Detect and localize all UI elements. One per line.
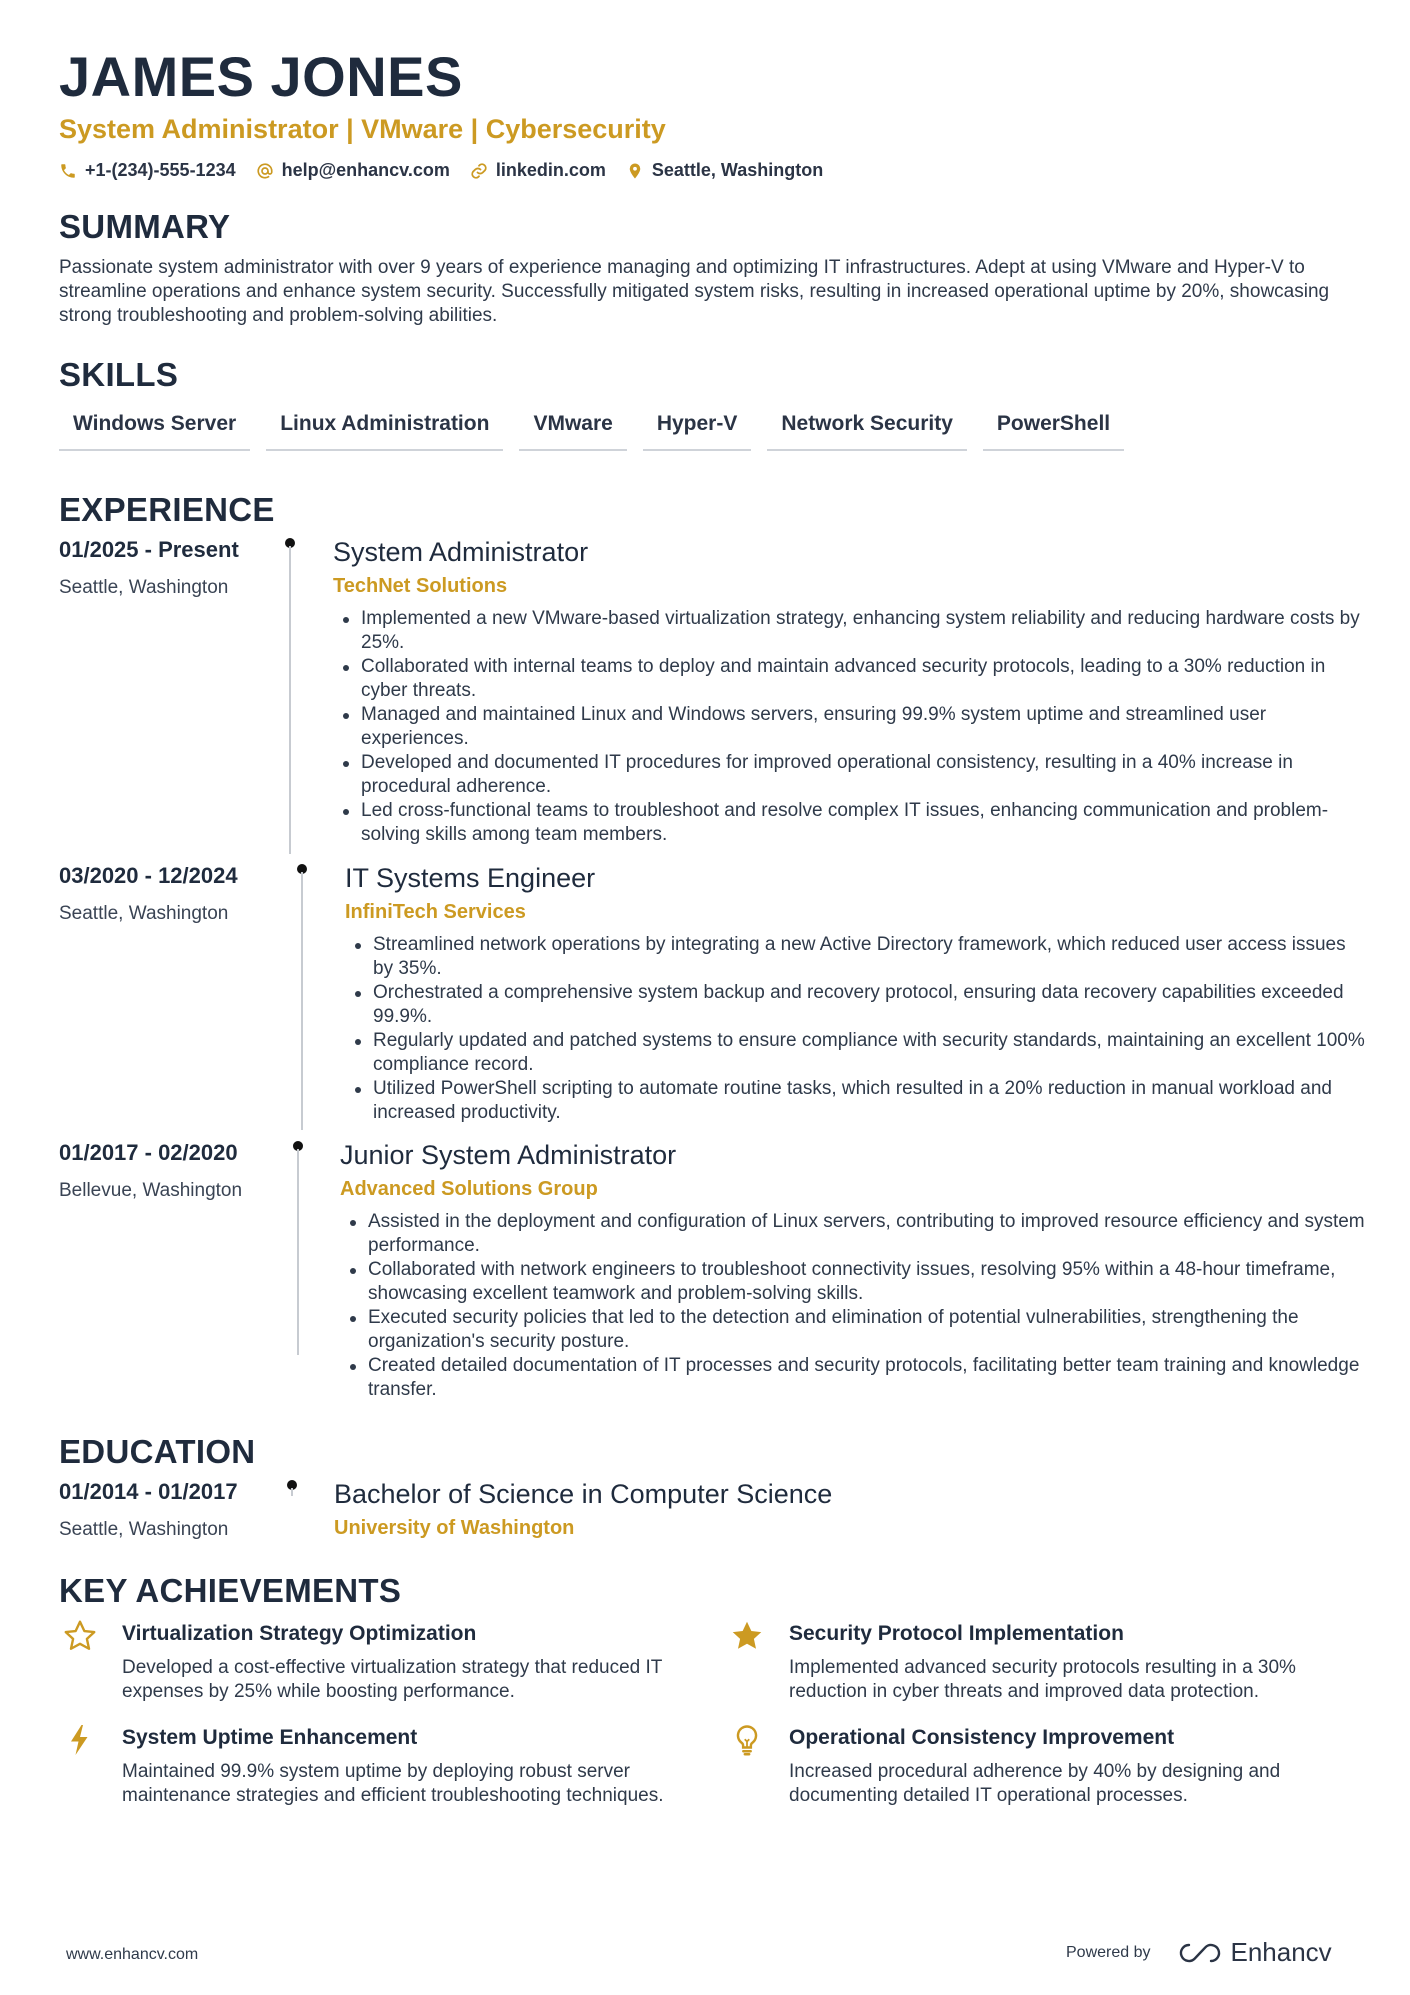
summary-text: Passionate system administrator with over 9 years of experience managing and optimizing IT infrastructures. Adept at using VMware and Hyper-V to streamline operations and enhance system security. Successfully mitigated system risks, resulting in increased operational uptime by 20%, showcasing strong troubleshooting and problem-solving abilities. xyxy=(59,257,1330,326)
star-outline-icon xyxy=(62,1618,98,1654)
skills-list xyxy=(59,407,1140,451)
bullet-item: Executed security policies that led to the detection and elimination of potential vulnerabilities, strengthening the organization's security posture. xyxy=(340,1306,1365,1354)
bullet-item: Collaborated with internal teams to deploy and maintain advanced security protocols, leading to a 30% reduction in cyber threats. xyxy=(333,655,1363,703)
experience-entry xyxy=(345,861,1365,1125)
bullet-item: Utilized PowerShell scripting to automate routine tasks, which resulted in a 20% reduction in manual workload and increased productivity. xyxy=(345,1077,1365,1125)
experience-entry xyxy=(340,1138,1365,1402)
link-icon xyxy=(470,162,488,180)
skill-tag: Network Security xyxy=(767,407,967,451)
bullet-item: Collaborated with network engineers to troubleshoot connectivity issues, resolving 95% within a 48-hour timeframe, showcasing excellent teamwork and problem-solving skills. xyxy=(340,1258,1365,1306)
bullet-item: Implemented a new VMware-based virtualization strategy, enhancing system reliability and reducing hardware costs by 25%. xyxy=(333,607,1363,655)
education-meta xyxy=(59,1478,289,1542)
achievement-desc: Maintained 99.9% system uptime by deploying robust server maintenance strategies and efficient troubleshooting techniques. xyxy=(122,1761,664,1806)
timeline-line xyxy=(297,1149,299,1355)
experience-role: Junior System Administrator xyxy=(340,1140,677,1170)
skill-tag: Windows Server xyxy=(59,407,250,451)
lightning-icon xyxy=(62,1722,98,1758)
location-icon xyxy=(626,162,644,180)
achievement-desc: Implemented advanced security protocols resulting in a 30% reduction in cyber threats and improved data protection. xyxy=(789,1657,1296,1702)
achievement-title: Virtualization Strategy Optimization xyxy=(122,1622,477,1645)
phone-icon xyxy=(59,162,77,180)
skill-tag: PowerShell xyxy=(983,407,1124,451)
experience-meta xyxy=(59,536,289,600)
footer-branding xyxy=(1066,1937,1332,1968)
experience-bullets xyxy=(340,1210,1365,1402)
contact-location xyxy=(626,160,823,181)
skill-tag: VMware xyxy=(519,407,626,451)
timeline-line xyxy=(301,872,303,1130)
experience-company: TechNet Solutions xyxy=(333,575,508,597)
contact-location-text: Seattle, Washington xyxy=(651,160,824,180)
summary-heading: SUMMARY xyxy=(59,208,231,245)
experience-company: InfiniTech Services xyxy=(345,901,526,923)
education-location: Seattle, Washington xyxy=(59,1519,229,1540)
skill-tag: Hyper-V xyxy=(643,407,752,451)
education-degree: Bachelor of Science in Computer Science xyxy=(334,1479,833,1509)
contact-phone[interactable] xyxy=(59,160,236,181)
bullet-item: Led cross-functional teams to troubleshoot and resolve complex IT issues, enhancing communication and problem-solving skills among team members. xyxy=(333,799,1363,847)
contact-bar xyxy=(59,160,843,181)
skill-tag: Linux Administration xyxy=(266,407,503,451)
brand-logo[interactable] xyxy=(1177,1937,1332,1968)
experience-dates: 01/2017 - 02/2020 xyxy=(59,1140,238,1165)
achievements-heading: KEY ACHIEVEMENTS xyxy=(59,1572,402,1609)
education-school: University of Washington xyxy=(334,1517,575,1539)
skills-heading: SKILLS xyxy=(59,356,179,393)
education-heading: EDUCATION xyxy=(59,1433,256,1470)
lightbulb-icon xyxy=(729,1722,765,1758)
bullet-item: Developed and documented IT procedures for improved operational consistency, resulting in a 40% increase in procedural adherence. xyxy=(333,751,1363,799)
contact-phone-text: +1-(234)-555-1234 xyxy=(85,160,236,180)
timeline-line xyxy=(291,1488,293,1496)
achievement-title: System Uptime Enhancement xyxy=(122,1726,418,1749)
experience-location: Seattle, Washington xyxy=(59,903,229,924)
contact-linkedin-text: linkedin.com xyxy=(495,160,606,180)
experience-entry xyxy=(333,535,1363,847)
bullet-item: Managed and maintained Linux and Windows servers, ensuring 99.9% system uptime and streamlined user experiences. xyxy=(333,703,1363,751)
timeline-line xyxy=(289,546,291,854)
contact-email-text: help@enhancv.com xyxy=(281,160,450,180)
experience-company: Advanced Solutions Group xyxy=(340,1178,598,1200)
bullet-item: Streamlined network operations by integrating a new Active Directory framework, which reduced user access issues by 35%. xyxy=(345,933,1365,981)
education-dates: 01/2014 - 01/2017 xyxy=(59,1479,238,1504)
achievement-title: Security Protocol Implementation xyxy=(789,1622,1124,1645)
powered-by-text: Powered by xyxy=(1066,1943,1151,1961)
bullet-item: Created detailed documentation of IT processes and security protocols, facilitating better team training and knowledge transfer. xyxy=(340,1354,1365,1402)
at-icon xyxy=(256,162,274,180)
experience-dates: 01/2025 - Present xyxy=(59,537,239,562)
candidate-name: JAMES JONES xyxy=(59,45,463,108)
bullet-item: Orchestrated a comprehensive system backup and recovery protocol, ensuring data recovery capabilities exceeded 99.9%. xyxy=(345,981,1365,1029)
experience-location: Bellevue, Washington xyxy=(59,1180,243,1201)
bullet-item: Regularly updated and patched systems to ensure compliance with security standards, maintaining an excellent 100% compliance record. xyxy=(345,1029,1365,1077)
contact-email[interactable] xyxy=(256,160,450,181)
contact-linkedin[interactable] xyxy=(470,160,606,181)
achievement-desc: Developed a cost-effective virtualization strategy that reduced IT expenses by 25% while boosting performance. xyxy=(122,1657,663,1702)
experience-role: System Administrator xyxy=(333,537,589,567)
footer-website[interactable]: www.enhancv.com xyxy=(66,1946,199,1963)
experience-bullets xyxy=(345,933,1365,1125)
candidate-title: System Administrator | VMware | Cybersecurity xyxy=(59,114,666,144)
star-filled-icon xyxy=(729,1618,765,1654)
experience-meta xyxy=(59,862,289,926)
experience-heading: EXPERIENCE xyxy=(59,491,275,528)
bullet-item: Assisted in the deployment and configuration of Linux servers, contributing to improved resource efficiency and system performance. xyxy=(340,1210,1365,1258)
experience-meta xyxy=(59,1139,289,1203)
experience-location: Seattle, Washington xyxy=(59,577,229,598)
education-entry xyxy=(334,1477,1354,1541)
brand-name: Enhancv xyxy=(1230,1937,1332,1967)
experience-bullets xyxy=(333,607,1363,847)
achievement-desc: Increased procedural adherence by 40% by designing and documenting detailed IT operational processes. xyxy=(789,1761,1281,1806)
enhancv-logo-icon xyxy=(1177,1941,1223,1965)
experience-dates: 03/2020 - 12/2024 xyxy=(59,863,238,888)
experience-role: IT Systems Engineer xyxy=(345,863,596,893)
achievement-title: Operational Consistency Improvement xyxy=(789,1726,1175,1749)
